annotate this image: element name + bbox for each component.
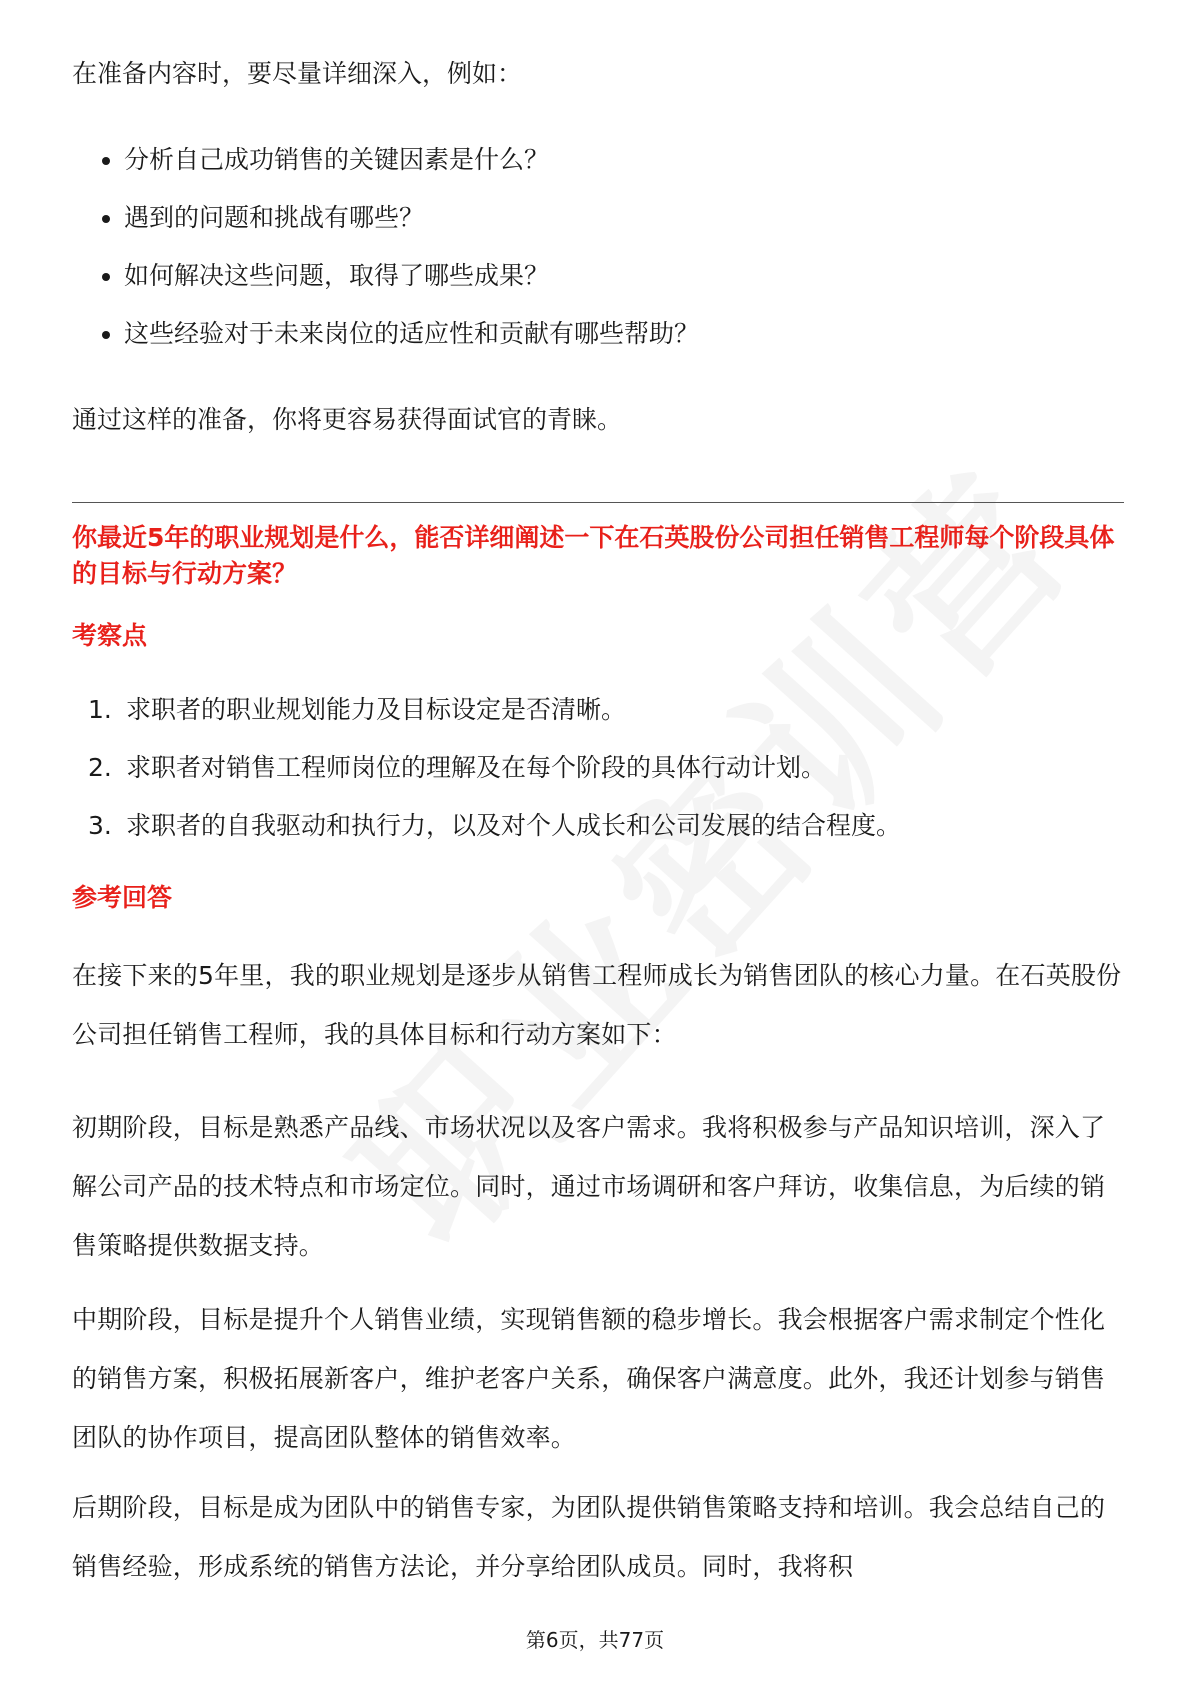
list-item: 分析自己成功销售的关键因素是什么？ bbox=[72, 140, 699, 180]
answer-paragraph: 初期阶段，目标是熟悉产品线、市场状况以及客户需求。我将积极参与产品知识培训，深入了解公司产品的技术特点和市场定位。同时，通过市场调研和客户拜访，收集信息，为后续的销售策略提供数据支持。 bbox=[72, 1113, 1106, 1260]
bullet-list bbox=[72, 140, 699, 372]
section-label-answer: 参考回答 bbox=[72, 883, 173, 912]
points-list bbox=[72, 690, 901, 864]
page-footer: 第6页，共77页 bbox=[525, 1628, 665, 1652]
answer-paragraph: 后期阶段，目标是成为团队中的销售专家，为团队提供销售策略支持和培训。我会总结自己的销售经验，形成系统的销售方法论，并分享给团队成员。同时，我将积 bbox=[72, 1493, 1106, 1581]
list-item: 如何解决这些问题，取得了哪些成果？ bbox=[72, 256, 699, 296]
list-text: 求职者对销售工程师岗位的理解及在每个阶段的具体行动计划。 bbox=[126, 753, 827, 782]
list-text: 求职者的职业规划能力及目标设定是否清晰。 bbox=[126, 695, 627, 724]
answer-paragraph: 在接下来的5年里，我的职业规划是逐步从销售工程师成长为销售团队的核心力量。在石英股份公司担任销售工程师，我的具体目标和行动方案如下： bbox=[72, 961, 1122, 1049]
section-divider bbox=[72, 502, 1124, 503]
list-number: 2. bbox=[88, 753, 112, 782]
list-item bbox=[72, 806, 901, 846]
outro-text: 通过这样的准备，你将更容易获得面试官的青睐。 bbox=[72, 405, 623, 434]
list-item: 遇到的问题和挑战有哪些？ bbox=[72, 198, 699, 238]
list-number: 3. bbox=[88, 811, 112, 840]
answer-paragraph: 中期阶段，目标是提升个人销售业绩，实现销售额的稳步增长。我会根据客户需求制定个性化的销售方案，积极拓展新客户，维护老客户关系，确保客户满意度。此外，我还计划参与销售团队的协作项目，提高团队整体的销售效率。 bbox=[72, 1305, 1106, 1452]
list-item bbox=[72, 748, 901, 788]
list-text: 求职者的自我驱动和执行力，以及对个人成长和公司发展的结合程度。 bbox=[126, 811, 902, 840]
list-number: 1. bbox=[88, 695, 112, 724]
list-item bbox=[72, 690, 901, 730]
intro-text: 在准备内容时，要尽量详细深入，例如： bbox=[72, 59, 523, 88]
section-label-points: 考察点 bbox=[72, 621, 148, 650]
list-item: 这些经验对于未来岗位的适应性和贡献有哪些帮助？ bbox=[72, 314, 699, 354]
question-heading: 你最近5年的职业规划是什么，能否详细阐述一下在石英股份公司担任销售工程师每个阶段具体的目标与行动方案？ bbox=[72, 523, 1115, 588]
